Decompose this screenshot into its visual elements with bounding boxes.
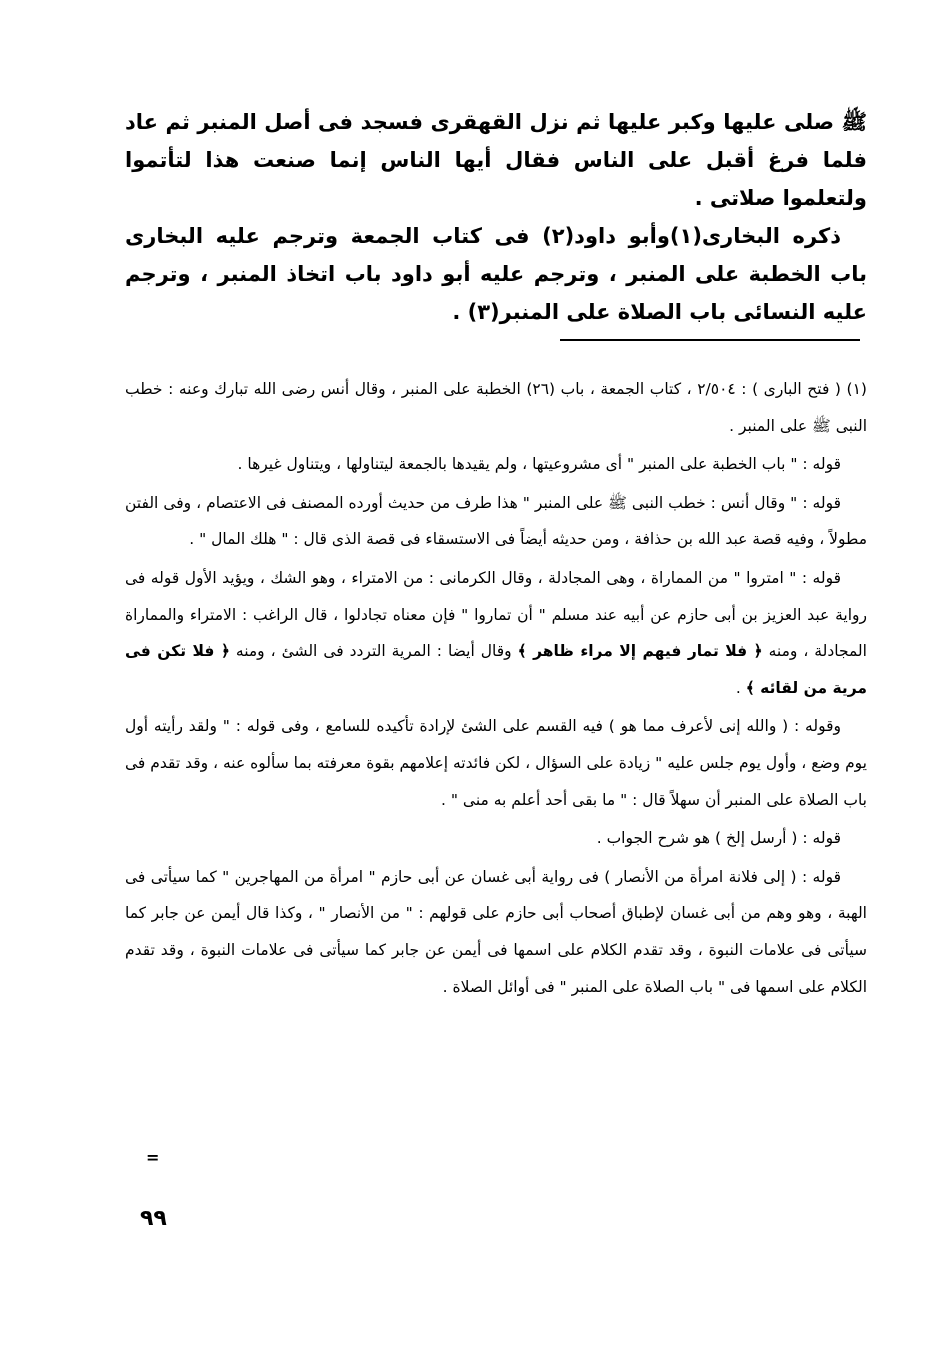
quran-verse: ﴿ فلا تكن فى مرية من لقائه ﴾: [125, 642, 867, 697]
page-number: ٩٩: [140, 1206, 167, 1231]
main-text: [125, 103, 867, 331]
quran-verse: ﴿ فلا تمار فيهم إلا مراء ظاهر ﴾: [517, 642, 763, 661]
footnote-text: .: [735, 678, 746, 697]
footnote-1: (١) ( فتح البارى ) : ٢/٥٠٤ ، كتاب الجمعة ، باب (٢٦) الخطبة على المنبر ، وقال أنس رضى الله تبارك وعنه : خطب النبى ﷺ على المنبر .: [125, 380, 867, 435]
footnote-paragraph-quran: [125, 560, 867, 706]
footnotes: [125, 371, 867, 1007]
footnote-paragraph: وقوله : ( والله إنى لأعرف مما هو ) فيه القسم على الشئ لإرادة تأكيده للسامع ، وفى قوله : " ولقد رأيته أول يوم وضع ، وأول يوم جلس عليه " زيادة على السؤال ، لكن فائدته إعلامهم بقوة معرفته بما سألوه عنه ، وقد تقدم فى باب الصلاة على المنبر أن سهلاً قال : " ما بقى أحد أعلم به منى " .: [125, 717, 867, 809]
footnote-paragraph: قوله : ( إلى فلانة امرأة من الأنصار ) فى رواية أبى غسان عن أبى حازم " امرأة من المهاجرين " كما سيأتى فى الهبة ، وهو وهم من أبى غسان لإطباق أصحاب أبى حازم على قولهم : " من الأنصار " ، وكذا قال أيمن عن جابر كما سيأتى فى علامات النبوة ، وقد تقدم الكلام على اسمها فى أيمن عن جابر كما سيأتى فى علامات النبوة ، وقد تقدم الكلام على اسمها فى " باب الصلاة على المنبر " فى أوائل الصلاة .: [125, 867, 867, 996]
footnote-paragraph: قوله : " باب الخطبة على المنبر " أى مشروعيتها ، ولم يقيدها بالجمعة ليتناولها ، ويتناول غيرها .: [237, 455, 841, 474]
main-paragraph-1: ﷺ صلى عليها وكبر عليها ثم نزل القهقرى فسجد فى أصل المنبر ثم عاد فلما فرغ أقبل على الناس فقال أيها الناس إنما صنعت هذا لتأتموا ولتعلموا صلاتى .: [125, 110, 867, 210]
footnote-text: وقال أيضا : المرية التردد فى الشئ ، ومنه: [229, 642, 518, 661]
footnote-separator: [560, 339, 860, 341]
footnote-text: قوله : " امتروا " من المماراة ، وهى المجادلة ، وقال الكرمانى : من الامتراء ، وهو الشك ، ويؤيد الأول قوله فى رواية عبد العزيز بن أبى حازم عن أبيه عند مسلم " أن تماروا " فإن معناه تجادلوا ، قال الراغب : الامتراء والمماراة المجادلة ، ومنه: [125, 568, 867, 661]
footnote-paragraph: قوله : ( أرسل إلخ ) هو شرح الجواب .: [596, 829, 841, 848]
footnote-paragraph: قوله : " وقال أنس : خطب النبى ﷺ على المنبر " هذا طرف من حديث أورده المصنف فى الاعتصام ، وفى الفتن مطولاً ، وفيه قصة عبد الله بن حذافة ، ومن حديثه أيضاً فى الاستسقاء فى قصة الذى قال : " هلك المال " .: [125, 493, 867, 549]
main-paragraph-2: ذكره البخارى(١)وأبو داود(٢) فى كتاب الجمعة وترجم عليه البخارى باب الخطبة على المنبر ، وترجم عليه أبو داود باب اتخاذ المنبر ، وترجم عليه النسائى باب الصلاة على المنبر(٣) .: [125, 224, 867, 324]
continuation-mark: =: [146, 1148, 160, 1167]
